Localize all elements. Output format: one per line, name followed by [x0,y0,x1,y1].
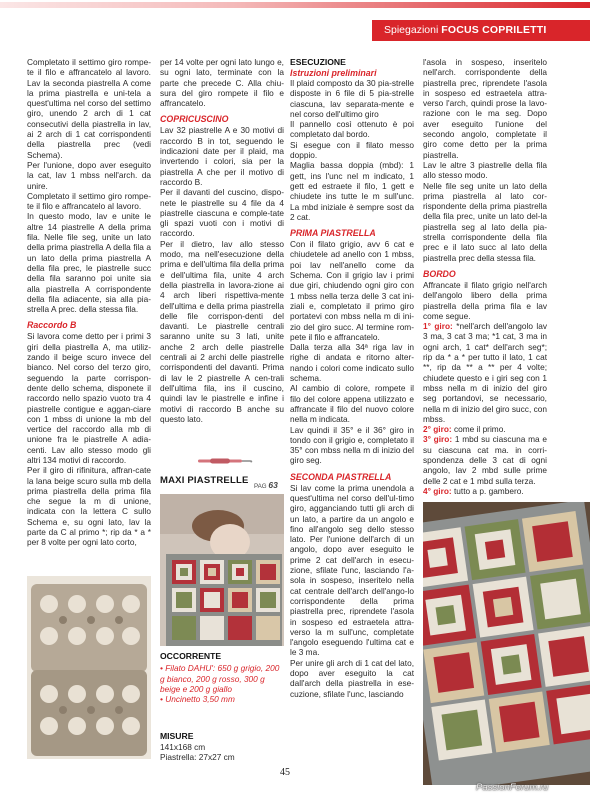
paragraph: Con il filato grigio, avv 6 cat e chiudetele ad anello con 1 mbss, poi lav nell'anello come da Schema. Con il grigio lav i primi due giri, chiudendo ogni giro con 1 mbss nella terza delle 3 cat ini-ziali e, completato il primo giro portatevi con mbss nella m di ini-zio del giro succ. Al termine rom-pete il filo e affrancatelo. [290,239,414,342]
materials-item: • Filato DAHU': 650 g grigio, 200 g bianco, 200 g rosso, 300 g beige e 200 g giallo [160,663,280,694]
paragraph: Per il giro di rifinitura, affran-cate la lana beige scuro sulla mb della prima piastrella della prima fila che segue la m di unione, indicata con la lettera C sullo Schema e, su ogni lato, lav la parte da C al primo *; rip da * a * per 8 volte per ogni lato corto, [27,465,151,548]
round-4 [423,486,547,496]
section-header [372,20,590,41]
section-heading-prima: PRIMA PIASTRELLA [290,228,376,239]
materials-item-text: Filato DAHU': 650 g grigio, 200 g bianco, 200 g rosso, 300 g beige e 200 g giallo [160,663,280,694]
paragraph: Per il dietro, lav allo stesso modo, ma nell'esecuzione della prima e dell'ultima fila della prima e dell'ultima fila, unite 4 arch della piastrella in lavora-zione ai 4 arch liberi rispettiva-mente dell'ultima e della prima piastrella delle file corrispon-denti del davanti. Le piastrelle centrali saranno unite su 3 lati, unite anche 2 arch delle piastrelle centrali ai 2 archi delle piastrelle corrispondenti del davanti. Prima di lav le 2 piastrelle A cen-trali dell'ultima fila, ins il cuscino, quindi lav le piastrelle e infine i motivi di raccordo B anche su questo lato. [160,238,284,424]
pattern-title: MAXI PIASTRELLE [160,475,249,486]
column-1 [27,57,151,548]
round-3 [423,434,547,485]
section-label: Spiegazioni [384,24,439,36]
paragraph: per 14 volte per ogni lato lungo e, su ogni lato, terminate con la parte che precede C. Alla chiu-sura del giro rompete il filo e affrancatelo. [160,57,284,109]
blanket-detail-photo [423,502,590,785]
paragraph: Per il davanti del cuscino, dispo-nete le piastrelle su 4 file da 4 piastrelle ciascuna e comple-tate gli spazi vuoti con i motivi di raccordo. [160,187,284,239]
paragraph: Lav le altre 3 piastrelle della fila allo stesso modo. [423,159,547,181]
section-heading-copricuscino: COPRICUSCINO [160,114,229,125]
watermark: PassionForum.ru [476,782,549,793]
round-1 [423,321,547,424]
paragraph: Maglia bassa doppia (mbd): 1 gett, ins l'unc nel m indicato, 1 gett ed estraete il filo, 1 gett e chiudete ins tutte le m sull'unc. La mbd iniziale è sempre sost da 2 cat. [290,160,414,222]
page-number: 45 [280,767,290,778]
section-heading-raccordo: Raccordo B [27,320,77,331]
paragraph: Nelle file seg unite un lato della prima piastrella al lato cor-rispondente della prima piastrella della fila prec, unite un lato del-la piastrella seg al lato della pia-strella corrispondente della fila prec e il lato succ al lato della piastrella prec della stessa fila. [423,180,547,263]
blanket-photo [160,494,284,646]
paragraph: Dalla terza alla 34ª riga lav in righe di andata e ritorno alter-nando i colori come indicato sullo schema. [290,342,414,384]
page-ref-number: 63 [268,480,278,490]
paragraph: Il plaid composto da 30 pia-strelle disposte in 6 file di 5 pia-strelle ciascuna, lav separata-mente e nel corso dell'ultimo giro [290,78,414,119]
paragraph: Completato il settimo giro rompe-te il filo e affrancatelo al lavoro. [27,190,151,212]
round-label: 4° giro: [423,485,452,496]
column-4 [423,57,547,496]
paragraph: Affrancate il filato grigio nell'arch dell'angolo libero della prima piastrella della prima fila e lav come segue. [423,279,547,321]
magazine-title: FOCUS COPRILETTI [441,24,547,36]
paragraph: Completato il settimo giro rompe-te il filo e affrancatelo al lavoro. Lav la seconda piastrella A come la prima piastrella e uni-tela a quest'ultima nel corso del settimo giro, unendo 2 arch di 1 cat consecutivi della piastrella in lav, ai 2 arch di 1 cat corrispondenti della piastrella prec (vedi Schema). [27,57,151,160]
paragraph: Si lav come la prima unendola a quest'ultima nel corso dell'ul-timo giro, agganciando tutti gli arch di un lato, a partire da un angolo e fino all'angolo seg dello stesso lato. Per l'unione dell'arch di un angolo, dopo aver eseguito le prime 2 cat dell'arch in esecu-zione, sfilate l'unc, lasciando l'a-sola in sospeso, inseritelo nella cat centrale dell'arch dell'ango-lo corrispondente della prima piastrella prec, riprendete l'asola in sospeso ed estraetela attra-verso la m sull'unc, completate l'angolo eseguendo l'ultima cat e le 3 ma. [290,482,414,658]
paragraph: Per unire gli arch di 1 cat del lato, dopo aver eseguito la cat dall'arch della piastrella in ese-cuzione, sfilate l'unc, lasciando [290,657,414,699]
materials-label: OCCORRENTE [160,651,222,661]
materials-item: • Uncinetto 3,50 mm [160,694,235,705]
paragraph: l'asola in sospeso, inseritelo nell'arch. corrispondente della piastrella prec, riprendete l'asola in sospeso ed estraetela attra-verso l'arch, quindi prose la lavo-razione con le ma seg. Dopo aver eseguito l'unione del secondo angolo, completate il giro come detto per la prima piastrella. [423,57,547,160]
paragraph: In questo modo, lav e unite le altre 14 piastrelle A della prima fila. Nelle file seg, unite un lato della prima piastrella A della fila a un lato della prima piastrella A della fila prec, le piastrelle succ della fila saranno poi unite sia alla piastrella A corrispondente della fila adiacente, sia alla pia-strella A prec. della stessa fila. [27,211,151,315]
round-text: come il primo. [453,424,506,435]
header-stripe [0,2,590,8]
paragraph: Il pannello così ottenuto è poi completato dal bordo. [290,119,414,140]
round-label: 1° giro: [423,321,453,332]
paragraph: Lav 32 piastrelle A e 30 motivi di raccordo B in tot, seguendo le indicazioni date per il plaid, ma invertendo i colori, sia per la piastrella A che per il motivo di raccordo B. [160,125,284,187]
measurements-block [160,731,284,762]
materials-item-text: Uncinetto 3,50 mm [165,694,235,705]
round-text: 1 mbd su ciascuna ma e su ciascuna cat ma. in corri-spondenza delle 3 cat di ogni angolo, lav 2 mbd sulle prime delle 2 cat e 1 mbd sulla terza. [423,434,548,486]
cushion-photo [27,576,151,759]
section-heading-seconda: SECONDA PIASTRELLA [290,471,392,482]
column-2 [160,57,284,424]
measurement-size: 141x168 cm [160,742,206,752]
paragraph: Si esegue con il filato messo doppio. [290,139,414,161]
measurements-label: MISURE [160,731,194,741]
paragraph: Al cambio di colore, rompete il filo del colore appena utilizzato e affrancate il filo del nuovo colore nella m indicata. [290,383,414,425]
paragraph: Si lavora come detto per i primi 3 giri della piastrella A, ma utiliz-zando il beige scuro invece del bianco. Nel corso del terzo giro, seguendo la parte corrispon-dente dello schema, disponete il raccordo nello spazio vuoto tra 4 piastrelle contigue e aggan-ciare con 1 mbss di unione la mb del vertice del raccordo alla mb di unione fra le piastrelle A adia-centi. Lav allo stesso modo gli altri 134 motivi di raccordo. [27,331,151,465]
round-text: *nell'arch dell'angolo lav 3 ma, 3 cat 3 ma; *1 cat, 3 ma in ogni arch, 1 cat* dell'arch seg*; rip da * a * per tutto il lato, 1 cat **, rip da ** a ** per 4 volte; chiudete questo e i giri seg con 1 mbss nella m di inizio del giro seg portandovi, se necessario, nella m di inizio del giro succ, con mbss. [423,321,548,424]
section-heading-bordo: BORDO [423,268,456,279]
section-heading-esecuzione: ESECUZIONE [290,57,346,67]
page-ref-label: PAG [254,483,267,490]
paragraph: Per l'unione, dopo aver eseguito la cat, lav 1 mbss nell'arch. da unire. [27,159,151,191]
paragraph: Lav quindi il 35° e il 36° giro in tondo con il grigio e, completato il 35° con mbss nella m di inizio del giro seg. [290,424,414,466]
crochet-hook-icon [196,453,254,463]
round-text: tutto a p. gambero. [453,485,524,496]
round-label: 3° giro: [423,434,453,445]
materials-block [160,651,284,704]
page-reference [254,480,278,490]
measurement-tile: Piastrella: 27x27 cm [160,752,235,762]
subheading-istruzioni: Istruzioni preliminari [290,67,377,78]
round-2 [423,424,547,434]
column-3 [290,57,414,699]
round-label: 2° giro: [423,424,452,435]
